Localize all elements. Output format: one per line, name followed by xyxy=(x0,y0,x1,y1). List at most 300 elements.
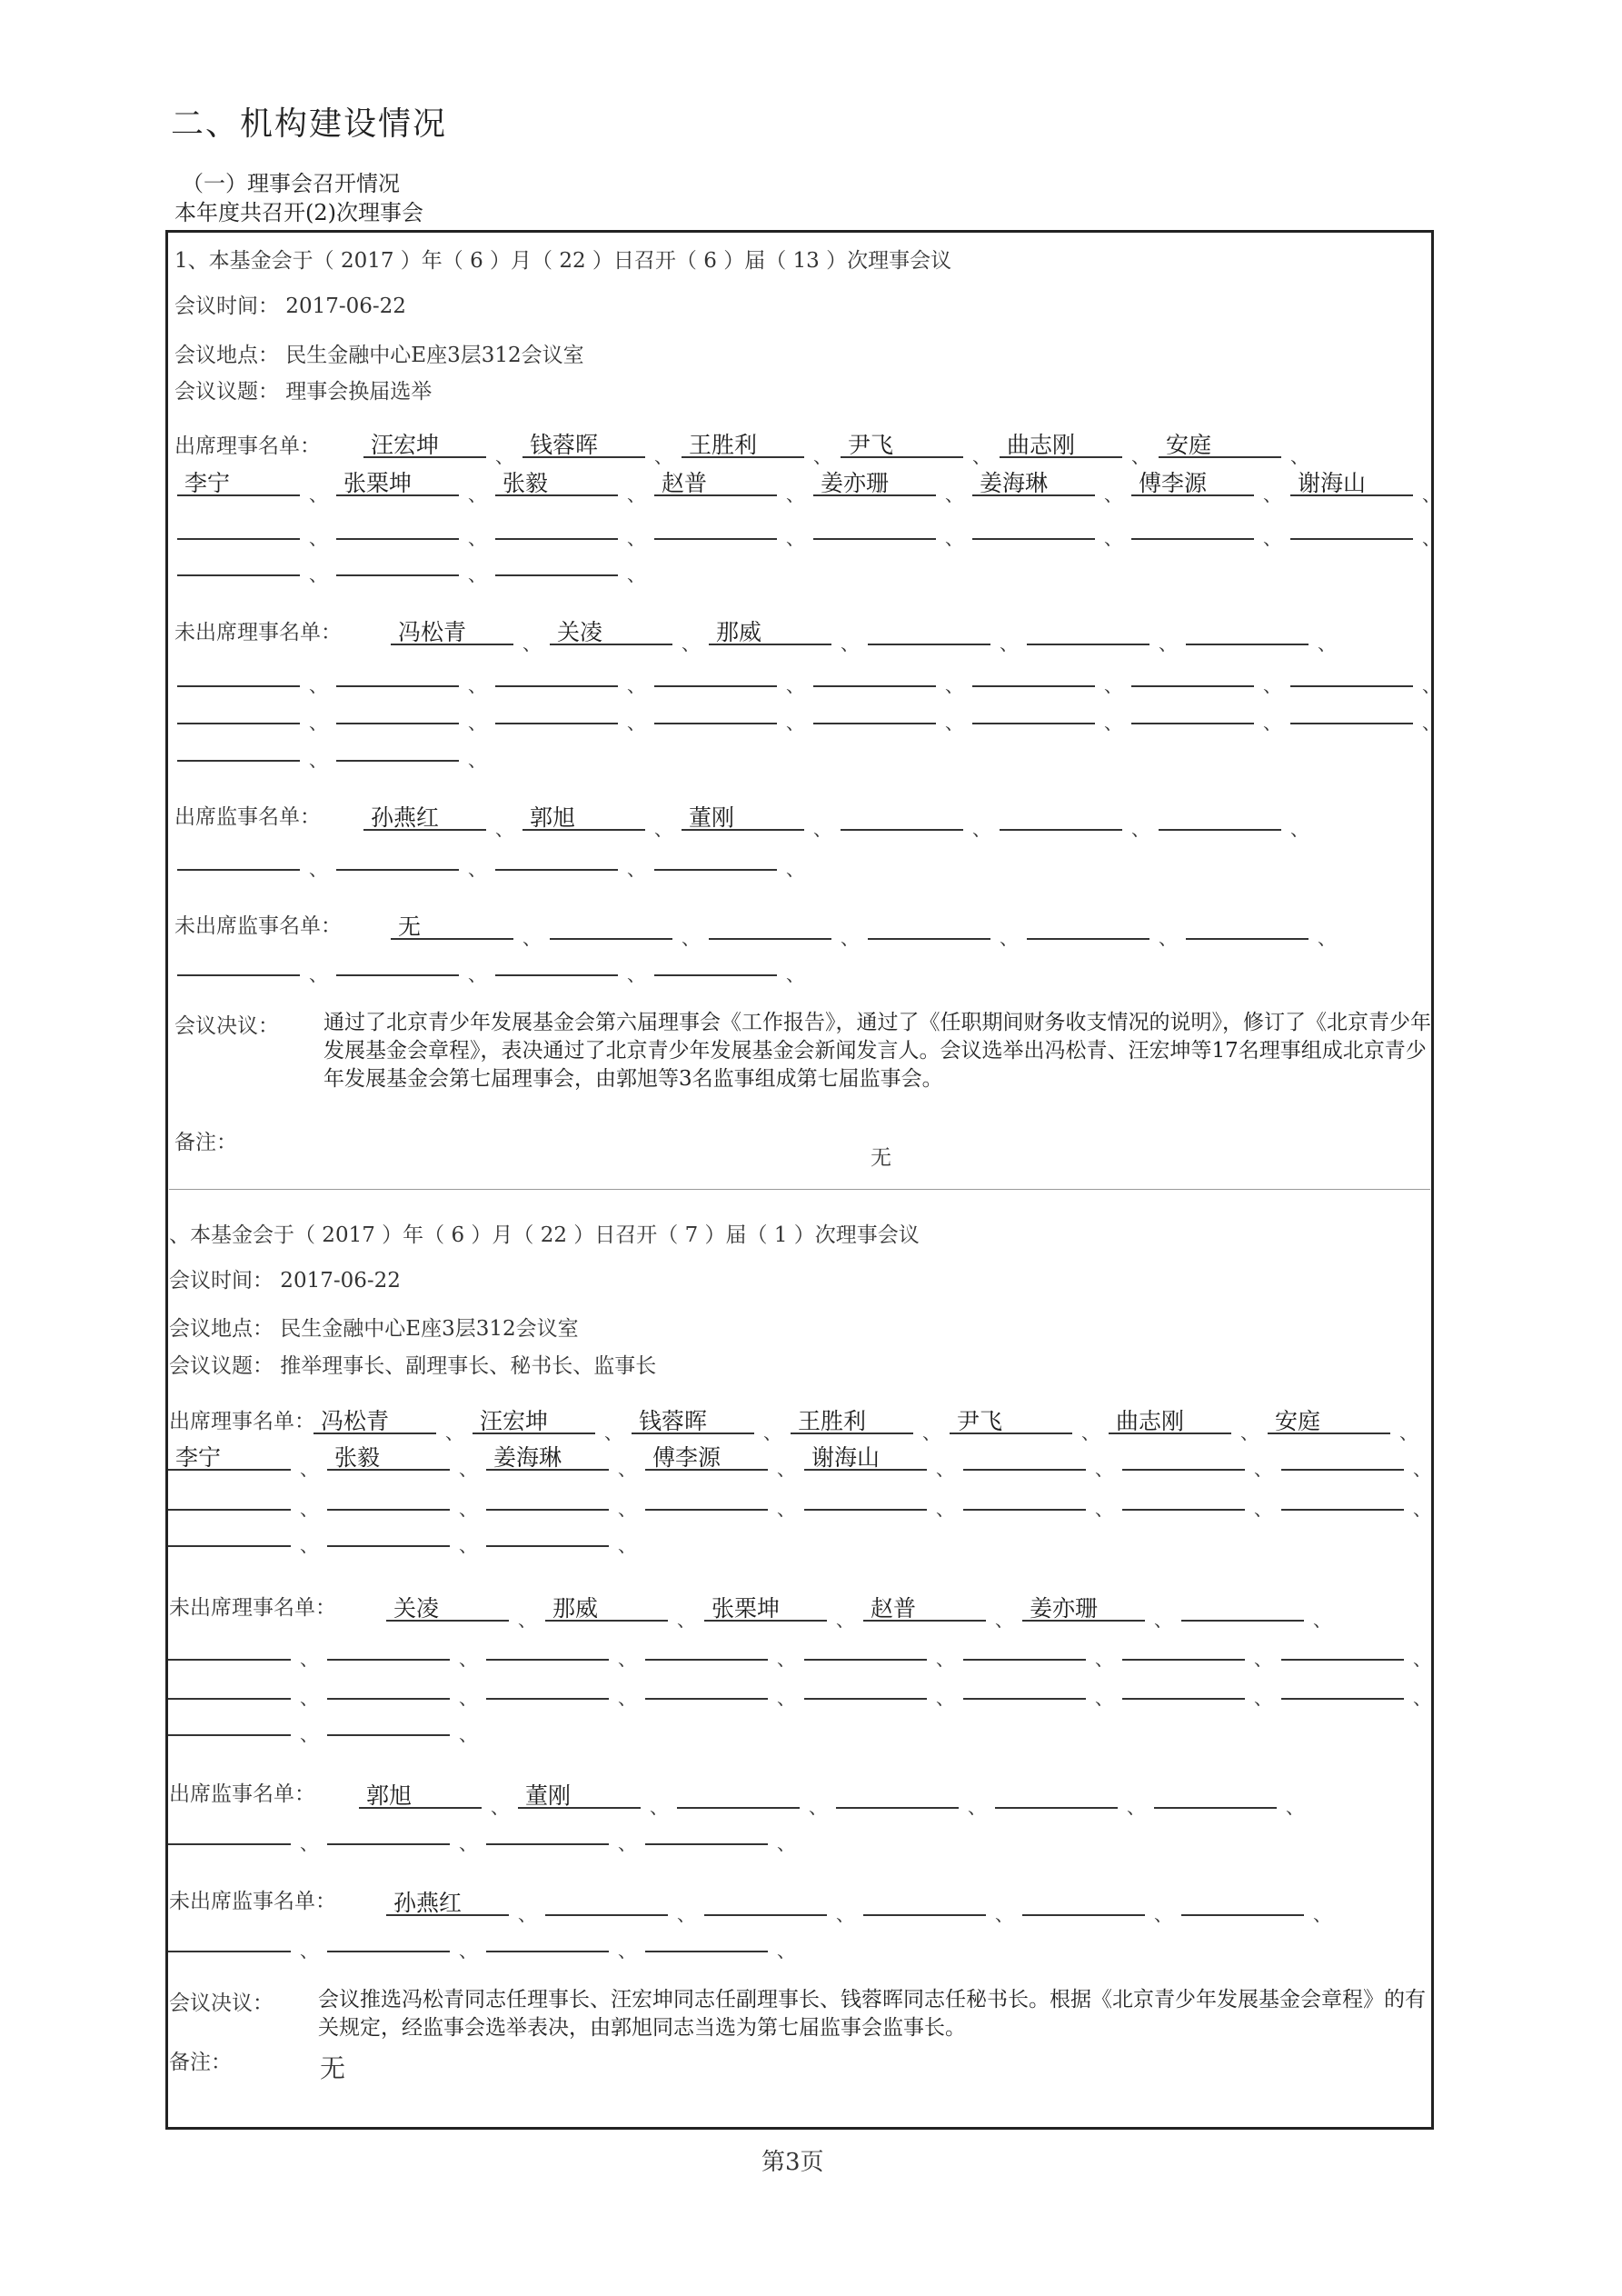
name-underline xyxy=(486,1698,609,1700)
meeting1-absent-directors-label: 未出席理事名单： xyxy=(174,621,342,644)
person-name: 傅李源 xyxy=(652,1444,721,1471)
name-separator: 、 xyxy=(1254,1498,1272,1520)
name-separator: 、 xyxy=(777,1458,795,1480)
name-underline xyxy=(963,1698,1086,1700)
name-underline xyxy=(813,538,936,540)
name-separator: 、 xyxy=(300,1832,318,1854)
person-name: 钱蓉晖 xyxy=(530,432,599,458)
name-underline xyxy=(1131,723,1254,724)
name-separator: 、 xyxy=(972,445,990,467)
name-separator: 、 xyxy=(627,712,645,734)
person-name: 姜海琳 xyxy=(493,1444,562,1471)
name-underline xyxy=(963,1469,1086,1471)
name-separator: 、 xyxy=(777,1648,795,1670)
name-separator: 、 xyxy=(491,1796,509,1818)
name-separator: 、 xyxy=(309,484,327,505)
person-name: 孙燕红 xyxy=(371,804,440,831)
name-separator: 、 xyxy=(945,712,963,734)
name-separator: 、 xyxy=(1159,927,1177,949)
name-underline xyxy=(1181,1620,1304,1622)
name-separator: 、 xyxy=(618,1687,636,1709)
name-underline xyxy=(972,685,1095,687)
name-underline xyxy=(1290,538,1413,540)
person-name: 谢海山 xyxy=(1298,470,1367,496)
name-underline xyxy=(168,1698,291,1700)
name-separator: 、 xyxy=(309,963,327,985)
meeting2-header: 、本基金会于（ 2017 ）年（ 6 ）月（ 22 ）日召开（ 7 ）届（ 1 ）次理事会议 xyxy=(169,1223,920,1247)
name-underline xyxy=(1122,1698,1245,1700)
name-separator: 、 xyxy=(518,1609,536,1631)
name-underline xyxy=(327,1951,450,1952)
name-separator: 、 xyxy=(459,1687,477,1709)
name-separator: 、 xyxy=(1104,484,1122,505)
name-separator: 、 xyxy=(459,1648,477,1670)
name-separator: 、 xyxy=(1413,1687,1431,1709)
name-separator: 、 xyxy=(627,858,645,880)
meeting2-attending-directors-label: 出席理事名单： xyxy=(169,1410,315,1433)
name-underline xyxy=(863,1914,986,1916)
meeting1-place: 会议地点： 民生金融中心E座3层312会议室 xyxy=(174,344,584,367)
name-separator: 、 xyxy=(627,674,645,696)
person-name: 王胜利 xyxy=(798,1408,867,1434)
name-underline xyxy=(168,1509,291,1511)
name-separator: 、 xyxy=(300,1723,318,1745)
name-underline xyxy=(177,538,300,540)
name-underline xyxy=(645,1843,768,1845)
person-name: 钱蓉晖 xyxy=(639,1408,708,1434)
name-separator: 、 xyxy=(300,1534,318,1556)
name-separator: 、 xyxy=(1290,818,1309,840)
name-separator: 、 xyxy=(654,818,672,840)
meeting2-time: 会议时间： 2017-06-22 xyxy=(169,1269,401,1293)
section-title: 二、机构建设情况 xyxy=(171,105,448,143)
name-separator: 、 xyxy=(1127,1796,1145,1818)
name-underline xyxy=(654,869,777,871)
meeting2-attending-supervisors-label: 出席监事名单： xyxy=(169,1782,315,1806)
meeting1-resolution: 通过了北京青少年发展基金会第六届理事会《工作报告》，通过了《任职期间财务收支情况的说明》，修订了《北京青少年发展基金会章程》，表决通过了北京青少年发展基金会新闻发言人。会议选举出冯松青、汪宏坤等17名理事组成北京青少年发展基金会第七届理事会，由郭旭等3名监事组成第七届监事会。 xyxy=(323,1011,1431,1091)
name-separator: 、 xyxy=(1095,1498,1113,1520)
name-separator: 、 xyxy=(1318,927,1336,949)
name-separator: 、 xyxy=(682,927,700,949)
name-underline xyxy=(1186,938,1309,940)
person-name: 曲志刚 xyxy=(1116,1408,1185,1434)
name-underline xyxy=(1022,1914,1145,1916)
meeting1-header: 1、本基金会于（ 2017 ）年（ 6 ）月（ 22 ）日召开（ 6 ）届（ 13 ）次理事会议 xyxy=(174,249,952,273)
name-underline xyxy=(177,760,300,762)
name-separator: 、 xyxy=(777,1832,795,1854)
person-name: 关凌 xyxy=(393,1595,440,1622)
name-separator: 、 xyxy=(1286,1796,1304,1818)
person-name: 谢海山 xyxy=(811,1444,881,1471)
name-underline xyxy=(709,938,831,940)
name-separator: 、 xyxy=(468,749,486,771)
name-separator: 、 xyxy=(468,484,486,505)
name-underline xyxy=(495,685,618,687)
name-separator: 、 xyxy=(468,858,486,880)
name-separator: 、 xyxy=(809,1796,827,1818)
name-separator: 、 xyxy=(677,1609,695,1631)
name-underline xyxy=(168,1843,291,1845)
name-separator: 、 xyxy=(677,1903,695,1925)
name-underline xyxy=(972,723,1095,724)
name-separator: 、 xyxy=(522,927,541,949)
name-separator: 、 xyxy=(468,564,486,585)
name-separator: 、 xyxy=(1104,527,1122,549)
name-underline xyxy=(645,1698,768,1700)
name-separator: 、 xyxy=(968,1796,986,1818)
name-underline xyxy=(1281,1659,1404,1661)
meeting1-remarks: 无 xyxy=(871,1146,891,1170)
name-underline xyxy=(336,538,459,540)
name-separator: 、 xyxy=(1131,818,1149,840)
name-separator: 、 xyxy=(459,1940,477,1962)
name-separator: 、 xyxy=(459,1498,477,1520)
name-underline xyxy=(1122,1509,1245,1511)
name-separator: 、 xyxy=(1000,927,1018,949)
name-separator: 、 xyxy=(786,712,804,734)
name-underline xyxy=(963,1659,1086,1661)
name-underline xyxy=(495,974,618,976)
name-separator: 、 xyxy=(445,1422,463,1443)
person-name: 冯松青 xyxy=(321,1408,390,1434)
name-underline xyxy=(1281,1469,1404,1471)
name-underline xyxy=(677,1807,800,1809)
name-separator: 、 xyxy=(1263,712,1281,734)
name-underline xyxy=(327,1734,450,1736)
meeting2-remarks: 无 xyxy=(320,2053,346,2083)
name-separator: 、 xyxy=(627,963,645,985)
name-separator: 、 xyxy=(1413,1648,1431,1670)
subsection-title: （一）理事会召开情况 xyxy=(182,171,400,196)
name-separator: 、 xyxy=(813,818,831,840)
name-underline xyxy=(177,685,300,687)
name-underline xyxy=(813,685,936,687)
person-name: 无 xyxy=(398,913,422,940)
person-name: 李宁 xyxy=(184,470,231,496)
person-name: 赵普 xyxy=(871,1595,917,1622)
name-underline xyxy=(1181,1914,1304,1916)
name-separator: 、 xyxy=(1104,712,1122,734)
name-separator: 、 xyxy=(786,674,804,696)
name-separator: 、 xyxy=(309,674,327,696)
name-separator: 、 xyxy=(841,927,859,949)
name-underline xyxy=(1154,1807,1277,1809)
name-underline xyxy=(177,723,300,724)
name-separator: 、 xyxy=(995,1903,1013,1925)
name-separator: 、 xyxy=(459,1458,477,1480)
name-separator: 、 xyxy=(936,1498,954,1520)
name-separator: 、 xyxy=(1159,633,1177,654)
name-underline xyxy=(654,538,777,540)
name-underline xyxy=(1281,1698,1404,1700)
name-separator: 、 xyxy=(1254,1687,1272,1709)
page-number: 第3页 xyxy=(761,2149,824,2176)
name-underline xyxy=(1027,938,1149,940)
name-separator: 、 xyxy=(309,749,327,771)
person-name: 王胜利 xyxy=(689,432,758,458)
meeting1-attending-directors-label: 出席理事名单： xyxy=(174,434,321,458)
name-underline xyxy=(168,1545,291,1547)
meeting1-attending-supervisors-label: 出席监事名单： xyxy=(174,805,321,829)
name-underline xyxy=(486,1659,609,1661)
name-underline xyxy=(836,1807,959,1809)
name-separator: 、 xyxy=(763,1422,781,1443)
name-underline xyxy=(495,723,618,724)
name-separator: 、 xyxy=(786,527,804,549)
name-separator: 、 xyxy=(309,712,327,734)
meeting2-resolution-label: 会议决议： xyxy=(169,1992,274,2015)
name-separator: 、 xyxy=(618,1498,636,1520)
name-separator: 、 xyxy=(1313,1609,1331,1631)
name-underline xyxy=(1131,685,1254,687)
person-name: 冯松青 xyxy=(398,619,467,645)
name-separator: 、 xyxy=(1263,484,1281,505)
name-underline xyxy=(336,869,459,871)
name-separator: 、 xyxy=(650,1796,668,1818)
name-separator: 、 xyxy=(1413,1458,1431,1480)
name-underline xyxy=(1281,1509,1404,1511)
name-separator: 、 xyxy=(1313,1903,1331,1925)
name-separator: 、 xyxy=(995,1609,1013,1631)
name-underline xyxy=(327,1843,450,1845)
meeting2-absent-directors-label: 未出席理事名单： xyxy=(169,1596,336,1620)
name-separator: 、 xyxy=(1399,1422,1418,1443)
name-separator: 、 xyxy=(1240,1422,1259,1443)
name-underline xyxy=(336,760,459,762)
name-underline xyxy=(168,1734,291,1736)
name-separator: 、 xyxy=(518,1903,536,1925)
name-separator: 、 xyxy=(300,1498,318,1520)
name-underline xyxy=(327,1698,450,1700)
name-separator: 、 xyxy=(468,674,486,696)
person-name: 尹飞 xyxy=(848,432,894,458)
name-underline xyxy=(177,869,300,871)
name-separator: 、 xyxy=(1422,712,1440,734)
name-separator: 、 xyxy=(1081,1422,1100,1443)
name-separator: 、 xyxy=(522,633,541,654)
name-separator: 、 xyxy=(1413,1498,1431,1520)
meeting1-topic: 会议议题： 理事会换届选举 xyxy=(174,380,433,404)
name-separator: 、 xyxy=(945,484,963,505)
person-name: 姜亦珊 xyxy=(1030,1595,1099,1622)
name-separator: 、 xyxy=(459,1534,477,1556)
name-separator: 、 xyxy=(300,1458,318,1480)
name-separator: 、 xyxy=(1095,1687,1113,1709)
name-separator: 、 xyxy=(1263,527,1281,549)
name-separator: 、 xyxy=(300,1687,318,1709)
person-name: 郭旭 xyxy=(530,804,576,831)
name-separator: 、 xyxy=(627,564,645,585)
person-name: 曲志刚 xyxy=(1007,432,1076,458)
meeting1-resolution-label: 会议决议： xyxy=(174,1014,279,1038)
name-underline xyxy=(868,938,990,940)
person-name: 汪宏坤 xyxy=(480,1408,549,1434)
person-name: 那威 xyxy=(552,1595,599,1622)
name-underline xyxy=(327,1509,450,1511)
name-underline xyxy=(645,1509,768,1511)
name-underline xyxy=(995,1807,1118,1809)
name-underline xyxy=(486,1951,609,1952)
name-underline xyxy=(1186,644,1309,645)
name-separator: 、 xyxy=(936,1648,954,1670)
person-name: 董刚 xyxy=(689,804,735,831)
name-separator: 、 xyxy=(468,712,486,734)
name-separator: 、 xyxy=(777,1687,795,1709)
name-separator: 、 xyxy=(945,674,963,696)
name-separator: 、 xyxy=(618,1458,636,1480)
name-underline xyxy=(1290,723,1413,724)
name-separator: 、 xyxy=(495,818,513,840)
name-underline xyxy=(972,538,1095,540)
name-separator: 、 xyxy=(1318,633,1336,654)
name-underline xyxy=(1122,1469,1245,1471)
name-separator: 、 xyxy=(618,1534,636,1556)
name-separator: 、 xyxy=(1422,484,1440,505)
name-separator: 、 xyxy=(922,1422,940,1443)
meeting1-time: 会议时间： 2017-06-22 xyxy=(174,294,406,318)
name-separator: 、 xyxy=(627,484,645,505)
person-name: 张栗坤 xyxy=(711,1595,781,1622)
name-underline xyxy=(486,1843,609,1845)
name-separator: 、 xyxy=(786,963,804,985)
name-separator: 、 xyxy=(972,818,990,840)
name-separator: 、 xyxy=(459,1832,477,1854)
person-name: 董刚 xyxy=(525,1782,572,1809)
name-underline xyxy=(168,1659,291,1661)
name-underline xyxy=(177,574,300,576)
name-underline xyxy=(813,723,936,724)
name-underline xyxy=(1122,1659,1245,1661)
person-name: 张栗坤 xyxy=(343,470,413,496)
name-underline xyxy=(654,723,777,724)
name-separator: 、 xyxy=(836,1609,854,1631)
name-underline xyxy=(327,1545,450,1547)
name-separator: 、 xyxy=(1263,674,1281,696)
meeting2-place: 会议地点： 民生金融中心E座3层312会议室 xyxy=(169,1317,579,1341)
meeting2-absent-supervisors-label: 未出席监事名单： xyxy=(169,1890,336,1913)
meeting2-resolution: 会议推选冯松青同志任理事长、汪宏坤同志任副理事长、钱蓉晖同志任秘书长。根据《北京青少年发展基金会章程》的有关规定，经监事会选举表决，由郭旭同志当选为第七届监事会监事长。 xyxy=(318,1988,1426,2040)
name-separator: 、 xyxy=(786,484,804,505)
name-underline xyxy=(841,829,963,831)
name-underline xyxy=(1290,685,1413,687)
name-separator: 、 xyxy=(1154,1903,1172,1925)
name-separator: 、 xyxy=(1104,674,1122,696)
name-underline xyxy=(177,974,300,976)
name-underline xyxy=(1000,829,1122,831)
name-underline xyxy=(654,974,777,976)
person-name: 安庭 xyxy=(1275,1408,1321,1434)
name-separator: 、 xyxy=(618,1648,636,1670)
person-name: 尹飞 xyxy=(957,1408,1003,1434)
person-name: 傅李源 xyxy=(1139,470,1208,496)
name-underline xyxy=(336,723,459,724)
name-separator: 、 xyxy=(813,445,831,467)
name-underline xyxy=(168,1951,291,1952)
name-underline xyxy=(327,1659,450,1661)
name-separator: 、 xyxy=(1422,674,1440,696)
name-separator: 、 xyxy=(945,527,963,549)
person-name: 郭旭 xyxy=(366,1782,413,1809)
name-separator: 、 xyxy=(468,963,486,985)
name-separator: 、 xyxy=(786,858,804,880)
name-separator: 、 xyxy=(300,1940,318,1962)
name-underline xyxy=(336,974,459,976)
name-separator: 、 xyxy=(618,1832,636,1854)
name-underline xyxy=(495,538,618,540)
name-separator: 、 xyxy=(654,445,672,467)
person-name: 那威 xyxy=(716,619,762,645)
name-separator: 、 xyxy=(777,1940,795,1962)
name-separator: 、 xyxy=(618,1940,636,1962)
name-underline xyxy=(1131,538,1254,540)
name-separator: 、 xyxy=(1095,1458,1113,1480)
name-separator: 、 xyxy=(1095,1648,1113,1670)
name-separator: 、 xyxy=(936,1458,954,1480)
name-separator: 、 xyxy=(1131,445,1149,467)
person-name: 孙燕红 xyxy=(393,1890,463,1916)
person-name: 安庭 xyxy=(1166,432,1212,458)
name-underline xyxy=(804,1509,927,1511)
name-underline xyxy=(704,1914,827,1916)
meeting-divider xyxy=(169,1189,1430,1190)
name-underline xyxy=(645,1951,768,1952)
name-separator: 、 xyxy=(682,633,700,654)
name-separator: 、 xyxy=(300,1648,318,1670)
name-underline xyxy=(486,1545,609,1547)
name-underline xyxy=(868,644,990,645)
name-underline xyxy=(654,685,777,687)
name-separator: 、 xyxy=(495,445,513,467)
name-separator: 、 xyxy=(309,858,327,880)
person-name: 张毅 xyxy=(334,1444,381,1471)
meeting1-remarks-label: 备注： xyxy=(174,1131,237,1154)
name-separator: 、 xyxy=(1254,1458,1272,1480)
name-underline xyxy=(1159,829,1281,831)
name-underline xyxy=(645,1659,768,1661)
name-underline xyxy=(804,1698,927,1700)
name-separator: 、 xyxy=(1000,633,1018,654)
name-underline xyxy=(550,938,672,940)
name-separator: 、 xyxy=(468,527,486,549)
name-separator: 、 xyxy=(1254,1648,1272,1670)
name-separator: 、 xyxy=(1154,1609,1172,1631)
name-separator: 、 xyxy=(836,1903,854,1925)
person-name: 姜海琳 xyxy=(980,470,1049,496)
person-name: 汪宏坤 xyxy=(371,432,440,458)
name-separator: 、 xyxy=(936,1687,954,1709)
name-separator: 、 xyxy=(604,1422,622,1443)
name-separator: 、 xyxy=(309,527,327,549)
name-underline xyxy=(336,574,459,576)
person-name: 张毅 xyxy=(503,470,549,496)
meeting-count-summary: 本年度共召开(2)次理事会 xyxy=(174,200,423,225)
name-separator: 、 xyxy=(1422,527,1440,549)
name-underline xyxy=(486,1509,609,1511)
name-underline xyxy=(336,685,459,687)
person-name: 关凌 xyxy=(557,619,603,645)
name-underline xyxy=(545,1914,668,1916)
name-separator: 、 xyxy=(841,633,859,654)
name-underline xyxy=(495,574,618,576)
name-separator: 、 xyxy=(459,1723,477,1745)
person-name: 姜亦珊 xyxy=(821,470,890,496)
name-underline xyxy=(1027,644,1149,645)
name-underline xyxy=(963,1509,1086,1511)
meeting2-topic: 会议议题： 推举理事长、副理事长、秘书长、监事长 xyxy=(169,1354,657,1378)
meeting1-absent-supervisors-label: 未出席监事名单： xyxy=(174,914,342,938)
name-separator: 、 xyxy=(1290,445,1309,467)
name-separator: 、 xyxy=(309,564,327,585)
